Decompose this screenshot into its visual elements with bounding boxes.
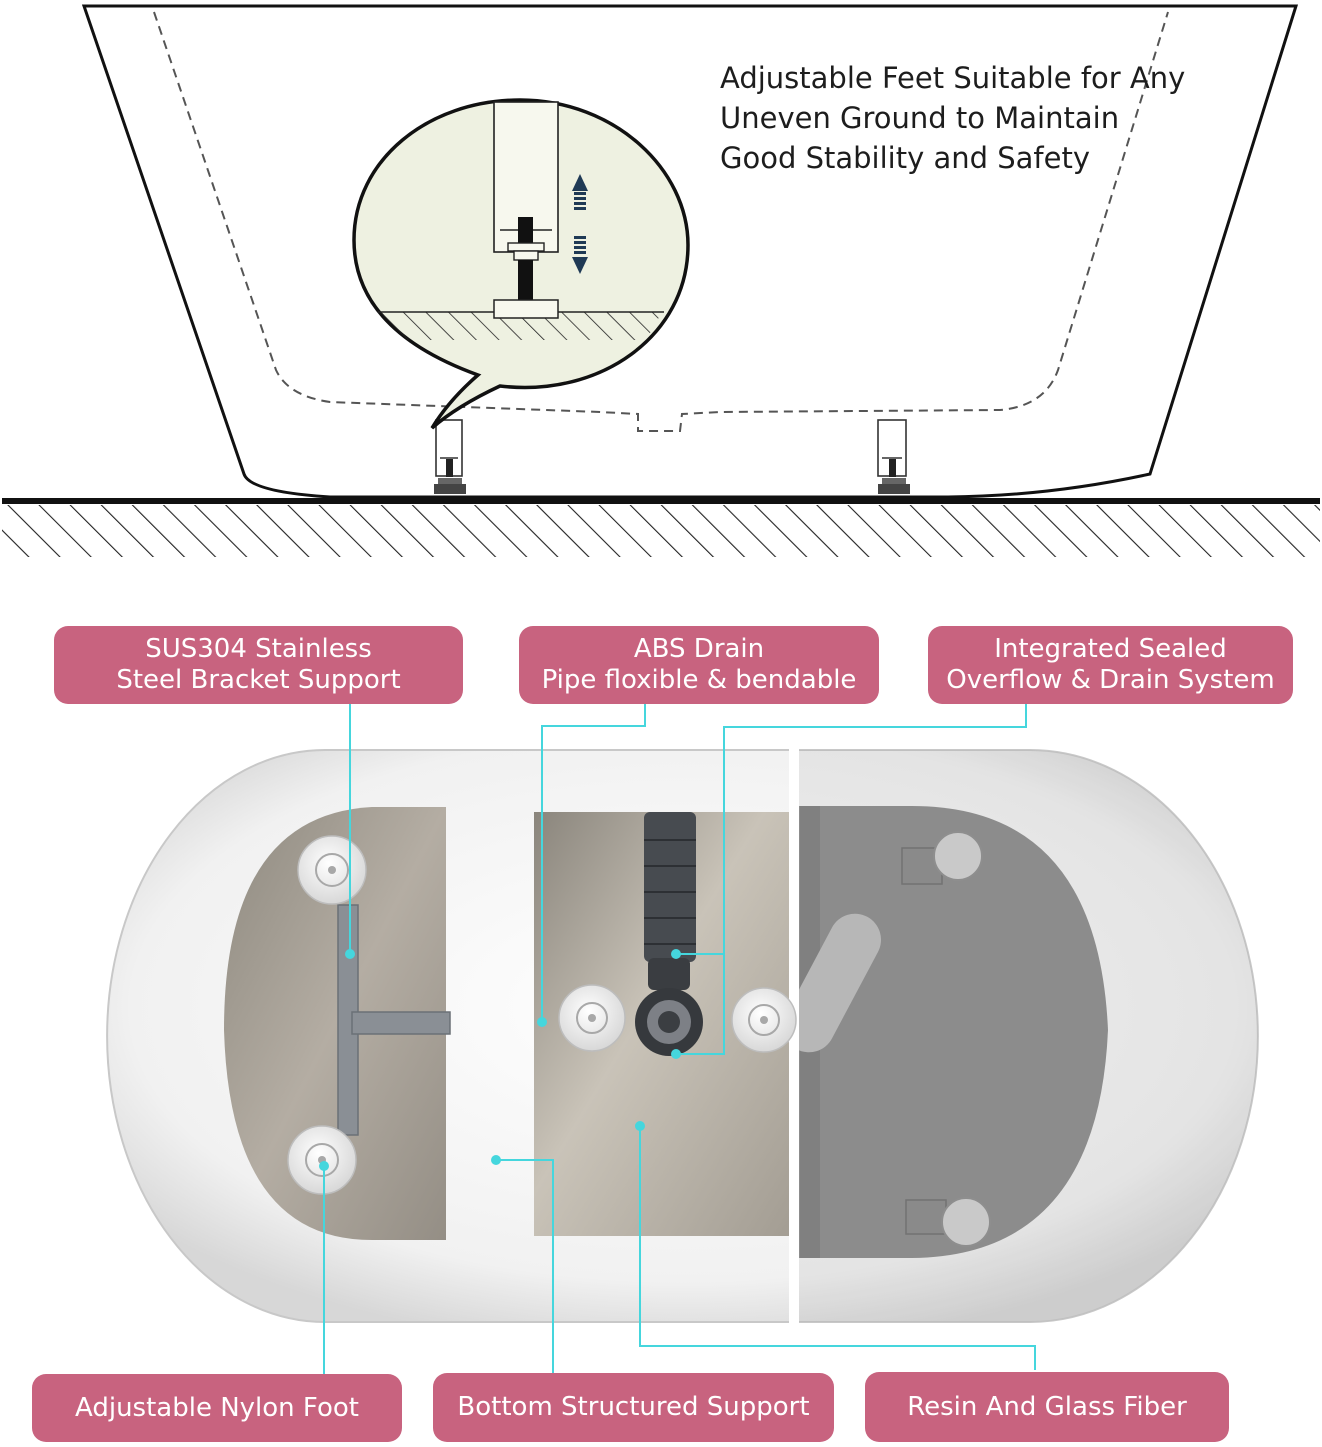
nylon-pad-icon bbox=[288, 1126, 356, 1194]
label-line: Overflow & Drain System bbox=[946, 665, 1275, 695]
label-nylon-foot bbox=[32, 1374, 402, 1442]
label-line: ABS Drain bbox=[633, 634, 765, 664]
right-foot-icon bbox=[878, 420, 910, 494]
label-text: Bottom Structured Support bbox=[457, 1392, 810, 1422]
label-line: Steel Bracket Support bbox=[116, 665, 401, 695]
label-text: Resin And Glass Fiber bbox=[907, 1391, 1187, 1422]
label-overflow-drain bbox=[928, 626, 1293, 704]
drain-icon bbox=[635, 988, 703, 1056]
headline-line: Adjustable Feet Suitable for Any bbox=[720, 61, 1186, 95]
label-bracket-support bbox=[54, 626, 463, 704]
label-line: Pipe floxible & bendable bbox=[541, 665, 857, 695]
nylon-pad-icon bbox=[732, 988, 796, 1052]
nylon-pad-icon bbox=[559, 985, 625, 1051]
headline-line: Good Stability and Safety bbox=[720, 141, 1091, 175]
left-foot-icon bbox=[434, 420, 466, 494]
label-resin-glass-fiber bbox=[865, 1372, 1229, 1442]
headline-line: Uneven Ground to Maintain bbox=[720, 101, 1120, 135]
feature-headline bbox=[720, 58, 1280, 178]
label-text: Adjustable Nylon Foot bbox=[75, 1392, 359, 1423]
label-line: SUS304 Stainless bbox=[145, 634, 372, 664]
tub-underside-illustration bbox=[107, 746, 1258, 1326]
nylon-pad-icon bbox=[298, 836, 366, 904]
drain-pipe-icon bbox=[644, 812, 696, 990]
ground-icon bbox=[2, 498, 1320, 557]
label-structured-support bbox=[433, 1373, 834, 1442]
label-drain-pipe bbox=[519, 626, 879, 704]
label-line: Integrated Sealed bbox=[994, 634, 1227, 664]
